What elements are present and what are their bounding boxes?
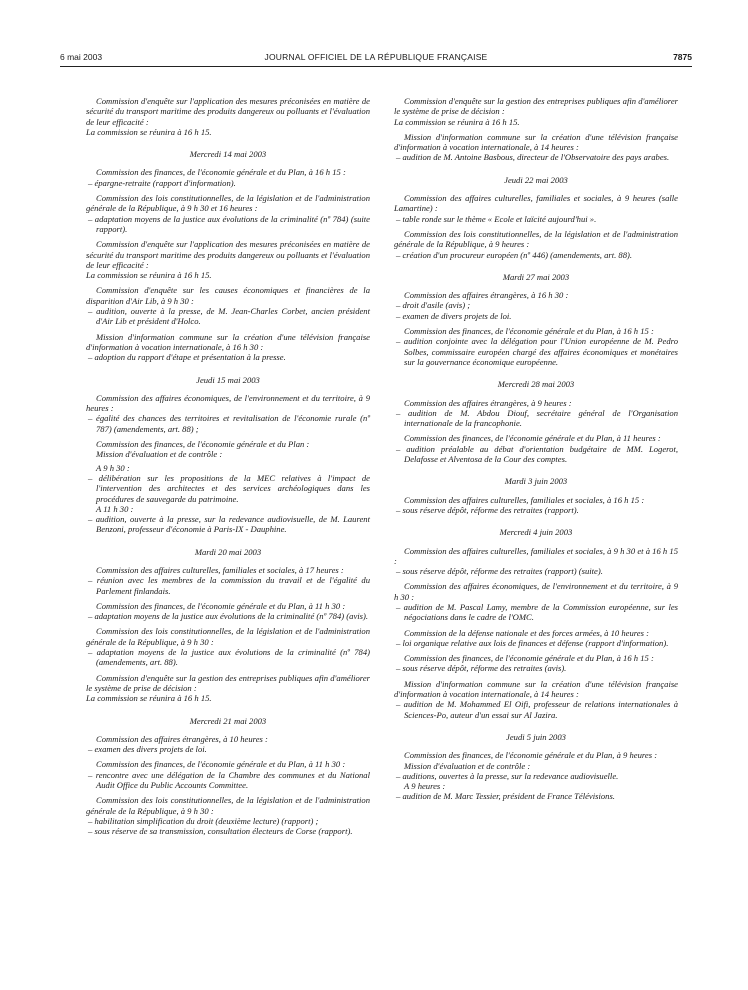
committee-line: Commission des lois constitutionnelles, de la législation et de l'administration générale de la République, à 9 h 30 :: [86, 795, 370, 816]
day-heading: Mercredi 4 juin 2003: [499, 527, 573, 538]
agenda-entry: [394, 326, 678, 367]
agenda-entry: [394, 433, 678, 464]
committee-line: Mission d'évaluation et de contrôle :: [404, 760, 531, 771]
committee-line: Mission d'information commune sur la création d'une télévision française d'information à vocation internationale, à 16 h 30 :: [86, 331, 370, 352]
committee-line: Commission des finances, de l'économie générale et du Plan, à 16 h 15 :: [96, 167, 346, 178]
committee-line: Commission des finances, de l'économie générale et du Plan :: [96, 439, 310, 450]
committee-line: Commission des lois constitutionnelles, de la législation et de l'administration générale de la République, à 9 h 30 et 16 heures :: [86, 193, 370, 214]
agenda-entry: [86, 795, 370, 836]
agenda-item: – examen des divers projets de loi.: [88, 744, 207, 755]
committee-line: Commission des finances, de l'économie générale et du Plan, à 11 h 30 :: [96, 759, 346, 770]
agenda-item: – droit d'asile (avis) ;: [396, 300, 471, 311]
agenda-item: – sous réserve de sa transmission, consultation électeurs de Corse (rapport).: [88, 826, 353, 837]
committee-line: Commission des affaires étrangères, à 16 h 30 :: [404, 290, 569, 301]
agenda-entry: [86, 601, 370, 622]
committee-line: Commission des finances, de l'économie générale et du Plan, à 11 heures :: [404, 433, 661, 444]
agenda-item: – création d'un procureur européen (nº 446) (amendements, art. 88).: [396, 249, 633, 260]
agenda-entry: [394, 495, 678, 516]
agenda-entry: [86, 393, 370, 434]
day-heading: Mercredi 21 mai 2003: [189, 715, 267, 726]
committee-line: Commission des finances, de l'économie générale et du Plan, à 16 h 15 :: [404, 326, 654, 337]
agenda-item: – sous réserve dépôt, réforme des retraites (rapport).: [396, 504, 579, 515]
agenda-item: – audition préalable au débat d'orientation budgétaire de MM. Logerot, Delafosse et Alventosa de la Cour des comptes.: [396, 443, 678, 465]
agenda-entry: [394, 750, 678, 801]
agenda-item: – audition, ouverte à la presse, sur la redevance audiovisuelle, de M. Laurent Benzoni, professeur d'économie à Paris-IX - Dauphine.: [88, 514, 370, 535]
committee-line: Commission des lois constitutionnelles, de la législation et de l'administration générale de la République, à 9 heures :: [394, 228, 678, 250]
day-heading: Jeudi 5 juin 2003: [506, 731, 566, 742]
agenda-item: – audition de M. Marc Tessier, président de France Télévisions.: [396, 791, 615, 802]
agenda-entry: [394, 653, 678, 674]
agenda-entry: [394, 398, 678, 429]
agenda-entry: [86, 239, 370, 280]
day-heading: Mercredi 28 mai 2003: [497, 379, 575, 390]
agenda-item: – audition de M. Mohammed El Oifi, professeur de relations internationales à Sciences-Po, auteur d'un essai sur Al Jazira.: [396, 699, 678, 720]
committee-line: A 9 heures :: [404, 781, 446, 792]
committee-line: Commission d'enquête sur l'application des mesures préconisées en matière de sécurité du transport maritime des produits dangereux ou polluants et l'évaluation de leur efficacité :: [86, 239, 370, 270]
agenda-entry: [86, 734, 370, 755]
header-date: 6 mai 2003: [60, 52, 103, 62]
agenda-item: – adaptation moyens de la justice aux évolutions de la criminalité (nº 784) (amendements, art. 88).: [88, 647, 370, 668]
agenda-item: – audition de M. Antoine Basbous, directeur de l'Observatoire des pays arabes.: [396, 152, 670, 163]
committee-line: Mission d'information commune sur la création d'une télévision française d'information à vocation internationale, à 14 heures :: [394, 678, 678, 700]
committee-line: Commission de la défense nationale et des forces armées, à 10 heures :: [404, 627, 649, 638]
agenda-item: – examen de divers projets de loi.: [396, 310, 512, 321]
committee-line: Commission des affaires économiques, de l'environnement et du territoire, à 9 heures :: [86, 392, 370, 414]
committee-line: Commission des affaires étrangères, à 9 heures :: [404, 397, 572, 408]
agenda-entry: [86, 439, 370, 535]
agenda-item: – égalité des chances des territoires et revitalisation de l'économie rurale (nº 787) (amendements, art. 88) ;: [88, 413, 370, 434]
agenda-entry: [394, 546, 678, 577]
page-header: [60, 52, 692, 66]
committee-line: Commission des affaires culturelles, familiales et sociales, à 9 heures (salle Lamartine) :: [394, 193, 678, 214]
agenda-item: – réunion avec les membres de la commission du travail et de l'égalité du Parlement finlandais.: [88, 575, 370, 596]
agenda-entry: [86, 193, 370, 234]
journal-title: JOURNAL OFFICIEL DE LA RÉPUBLIQUE FRANÇAISE: [264, 52, 488, 62]
agenda-item: – adaptation moyens de la justice aux évolutions de la criminalité (nº 784) (avis).: [88, 611, 368, 622]
meeting-note: La commission se réunira à 16 h 15.: [86, 693, 212, 704]
agenda-item: – sous réserve dépôt, réforme des retraites (avis).: [396, 663, 567, 674]
agenda-entry: [394, 96, 678, 127]
agenda-entry: [86, 285, 370, 326]
meeting-note: La commission se réunira à 16 h 15.: [86, 126, 212, 137]
agenda-item: – audition, ouverte à la presse, de M. Jean-Charles Corbet, ancien président d'Air Lib et président d'Holco.: [88, 306, 370, 327]
agenda-entry: [394, 193, 678, 224]
agenda-entry: [86, 332, 370, 363]
page-number: 7875: [673, 52, 692, 62]
day-heading: Mardi 20 mai 2003: [194, 546, 262, 557]
day-heading: Jeudi 22 mai 2003: [504, 174, 568, 185]
agenda-item: – habilitation simplification du droit (deuxième lecture) (rapport) ;: [88, 815, 319, 826]
agenda-entry: [394, 229, 678, 260]
agenda-item: – adaptation moyens de la justice aux évolutions de la criminalité (nº 784) (suite rapport).: [88, 213, 370, 234]
agenda-item: – audition de M. Pascal Lamy, membre de la Commission européenne, sur les négociations dans le cadre de l'OMC.: [396, 601, 678, 623]
agenda-item: – table ronde sur le thème « Ecole et laïcité aujourd'hui ».: [396, 213, 597, 224]
agenda-entry: [394, 290, 678, 321]
committee-line: Mission d'information commune sur la création d'une télévision française d'information à vocation internationale, à 14 heures :: [394, 131, 678, 153]
agenda-item: – épargne-retraite (rapport d'information).: [88, 177, 236, 188]
committee-line: Commission des affaires culturelles, familiales et sociales, à 9 h 30 et à 16 h 15 :: [394, 545, 678, 566]
committee-line: Commission des finances, de l'économie générale et du Plan, à 11 h 30 :: [96, 600, 346, 611]
agenda-item: – adoption du rapport d'étape et présentation à la presse.: [88, 352, 286, 363]
agenda-entry: [86, 167, 370, 188]
header-rule: [60, 66, 692, 67]
committee-line: Commission des finances, de l'économie générale et du Plan, à 9 heures :: [404, 750, 658, 761]
meeting-note: La commission se réunira à 16 h 15.: [86, 270, 212, 281]
committee-line: A 11 h 30 :: [96, 503, 134, 514]
agenda-entry: [86, 673, 370, 704]
meeting-note: La commission se réunira à 16 h 15.: [394, 116, 520, 127]
committee-line: Commission des affaires culturelles, familiales et sociales, à 17 heures :: [96, 564, 344, 575]
agenda-entry: [86, 626, 370, 667]
committee-line: Commission des lois constitutionnelles, de la législation et de l'administration générale de la République, à 9 h 30 :: [86, 626, 370, 647]
agenda-entry: [86, 759, 370, 790]
agenda-entry: [86, 565, 370, 596]
committee-line: Commission d'enquête sur la gestion des entreprises publiques afin d'améliorer le système de prise de décision :: [86, 672, 370, 693]
committee-line: Commission des affaires culturelles, familiales et sociales, à 16 h 15 :: [404, 494, 645, 505]
committee-line: Commission des affaires étrangères, à 10 heures :: [96, 733, 268, 744]
agenda-item: – loi organique relative aux lois de finances et défense (rapport d'information).: [396, 637, 669, 648]
agenda-entry: [394, 132, 678, 163]
agenda-entry: [86, 96, 370, 137]
agenda-item: – rencontre avec une délégation de la Chambre des communes et du National Audit Office du Public Accounts Committee.: [88, 769, 370, 791]
committee-line: A 9 h 30 :: [96, 462, 130, 473]
agenda-entry: [394, 679, 678, 720]
committee-line: Commission d'enquête sur la gestion des entreprises publiques afin d'améliorer le système de prise de décision :: [394, 96, 678, 117]
agenda-item: – sous réserve dépôt, réforme des retraites (rapport) (suite).: [396, 566, 603, 577]
committee-line: Commission des affaires économiques, de l'environnement et du territoire, à 9 h 30 :: [394, 581, 678, 602]
committee-line: Commission d'enquête sur les causes économiques et financières de la disparition d'Air Lib, à 9 h 30 :: [86, 285, 370, 306]
right-column: [394, 96, 678, 807]
day-heading: Mardi 3 juin 2003: [504, 476, 568, 487]
committee-line: Commission d'enquête sur l'application des mesures préconisées en matière de sécurité du transport maritime des produits dangereux ou polluants et l'évaluation de leur efficacité :: [86, 96, 370, 127]
agenda-entry: [394, 628, 678, 649]
agenda-entry: [394, 581, 678, 622]
agenda-item: – audition conjointe avec la délégation pour l'Union européenne de M. Pedro Solbes, commissaire européen chargé des affaires économiques et monétaires sur la gouvernance économique européenne.: [396, 336, 678, 367]
left-column: [86, 96, 370, 842]
day-heading: Mercredi 14 mai 2003: [189, 149, 267, 160]
committee-line: Mission d'évaluation et de contrôle :: [96, 449, 223, 460]
day-heading: Mardi 27 mai 2003: [502, 271, 570, 282]
agenda-item: – auditions, ouvertes à la presse, sur la redevance audiovisuelle.: [396, 770, 619, 781]
committee-line: Commission des finances, de l'économie générale et du Plan, à 16 h 15 :: [404, 653, 654, 664]
agenda-item: – audition de M. Abdou Diouf, secrétaire général de l'Organisation internationale de la francophonie.: [396, 407, 678, 429]
agenda-item: – délibération sur les propositions de la MEC relatives à l'impact de l'intervention des architectes et des services archéologiques dans les procédures de sauvegarde du patrimoine.: [88, 472, 370, 504]
day-heading: Jeudi 15 mai 2003: [196, 374, 260, 385]
